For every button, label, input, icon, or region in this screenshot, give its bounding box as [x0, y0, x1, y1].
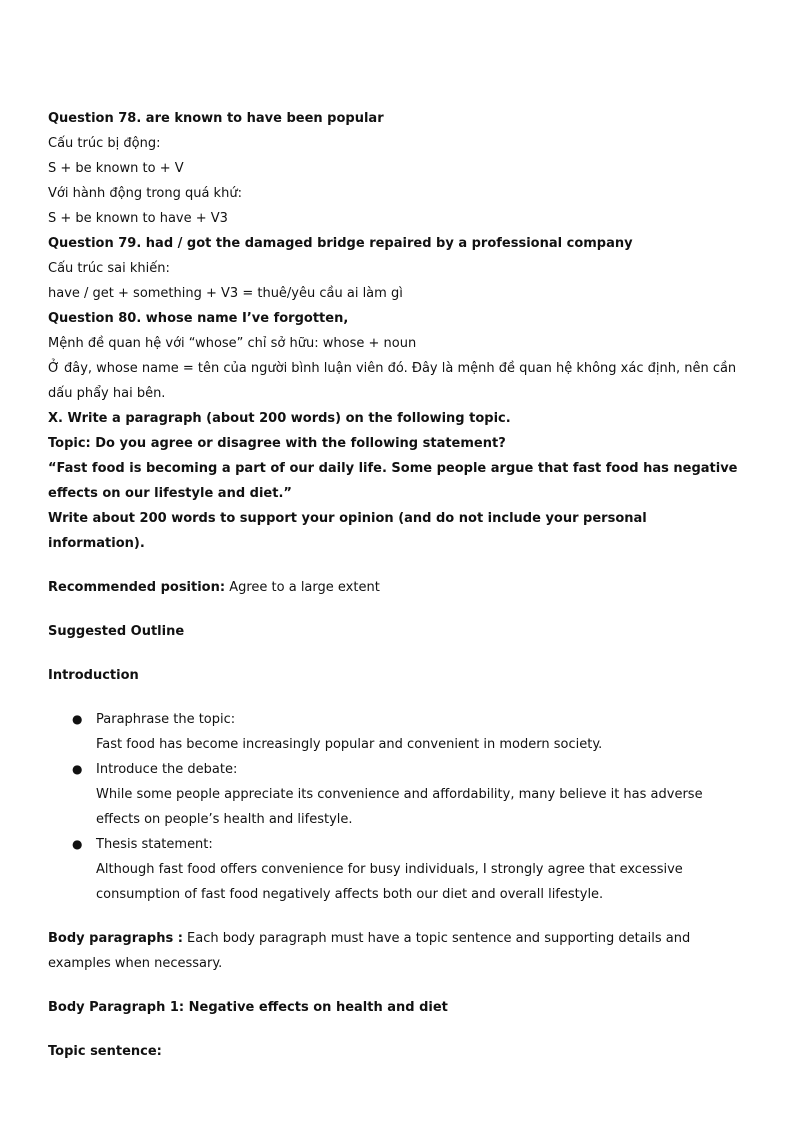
question-78-title: Question 78. are known to have been popular — [48, 111, 384, 126]
q78-line: Cấu trúc bị động: — [48, 136, 161, 151]
introduction-heading: Introduction — [48, 668, 139, 683]
q79-line: have / get + something + V3 = thuê/yêu cầu ai làm gì — [48, 286, 403, 301]
bullet-label: Introduce the debate: — [96, 762, 238, 777]
q80-line: Mệnh đề quan hệ với “whose” chỉ sở hữu: whose + noun — [48, 336, 417, 351]
bullet-label: Paraphrase the topic: — [96, 712, 236, 727]
bullet-text: Fast food has become increasingly popular and convenient in modern society. — [96, 737, 603, 752]
body-text: Each body paragraph must have a topic sentence and supporting details and examples when necessary. — [48, 931, 691, 971]
bullet-icon: ● — [72, 837, 83, 851]
question-79-title: Question 79. had / got the damaged bridge repaired by a professional company — [48, 236, 633, 251]
bullet-icon: ● — [72, 712, 83, 726]
q78-line: Với hành động trong quá khứ: — [48, 186, 242, 201]
section-x-heading: X. Write a paragraph (about 200 words) on the following topic. — [48, 411, 511, 426]
body-paragraphs-note — [48, 926, 748, 976]
section-x-instruction: Write about 200 words to support your opinion (and do not include your personal information). — [48, 511, 647, 551]
section-x-topic: Topic: Do you agree or disagree with the following statement? — [48, 436, 506, 451]
q78-line: S + be known to + V — [48, 161, 184, 176]
position-value: Agree to a large extent — [225, 580, 380, 595]
q78-line: S + be known to have + V3 — [48, 211, 228, 226]
q80-line: Ở đây, whose name = tên của người bình luận viên đó. Đây là mệnh đề quan hệ không xác định, nên cần dấu phẩy hai bên. — [48, 361, 737, 401]
outline-heading: Suggested Outline — [48, 624, 185, 639]
topic-sentence-label: Topic sentence: — [48, 1044, 162, 1059]
bullet-icon: ● — [72, 762, 83, 776]
document-page — [48, 106, 748, 1064]
question-80-title: Question 80. whose name I’ve forgotten, — [48, 311, 349, 326]
introduction-bullets — [48, 707, 748, 907]
section-x-statement: “Fast food is becoming a part of our daily life. Some people argue that fast food has negative effects on our lifestyle and diet.” — [48, 461, 738, 501]
list-item — [48, 707, 748, 757]
bullet-text: Although fast food offers convenience for busy individuals, I strongly agree that excessive consumption of fast food negatively affects both our diet and overall lifestyle. — [96, 862, 683, 902]
list-item — [48, 757, 748, 832]
body-paragraph-1-heading: Body Paragraph 1: Negative effects on health and diet — [48, 1000, 448, 1015]
bullet-text: While some people appreciate its convenience and affordability, many believe it has adverse effects on people’s health and lifestyle. — [96, 787, 703, 827]
bullet-label: Thesis statement: — [96, 837, 213, 852]
position-label: Recommended position: — [48, 580, 226, 595]
body-label: Body paragraphs : — [48, 931, 183, 946]
q79-line: Cấu trúc sai khiến: — [48, 261, 170, 276]
list-item — [48, 832, 748, 907]
recommended-position — [48, 575, 748, 600]
